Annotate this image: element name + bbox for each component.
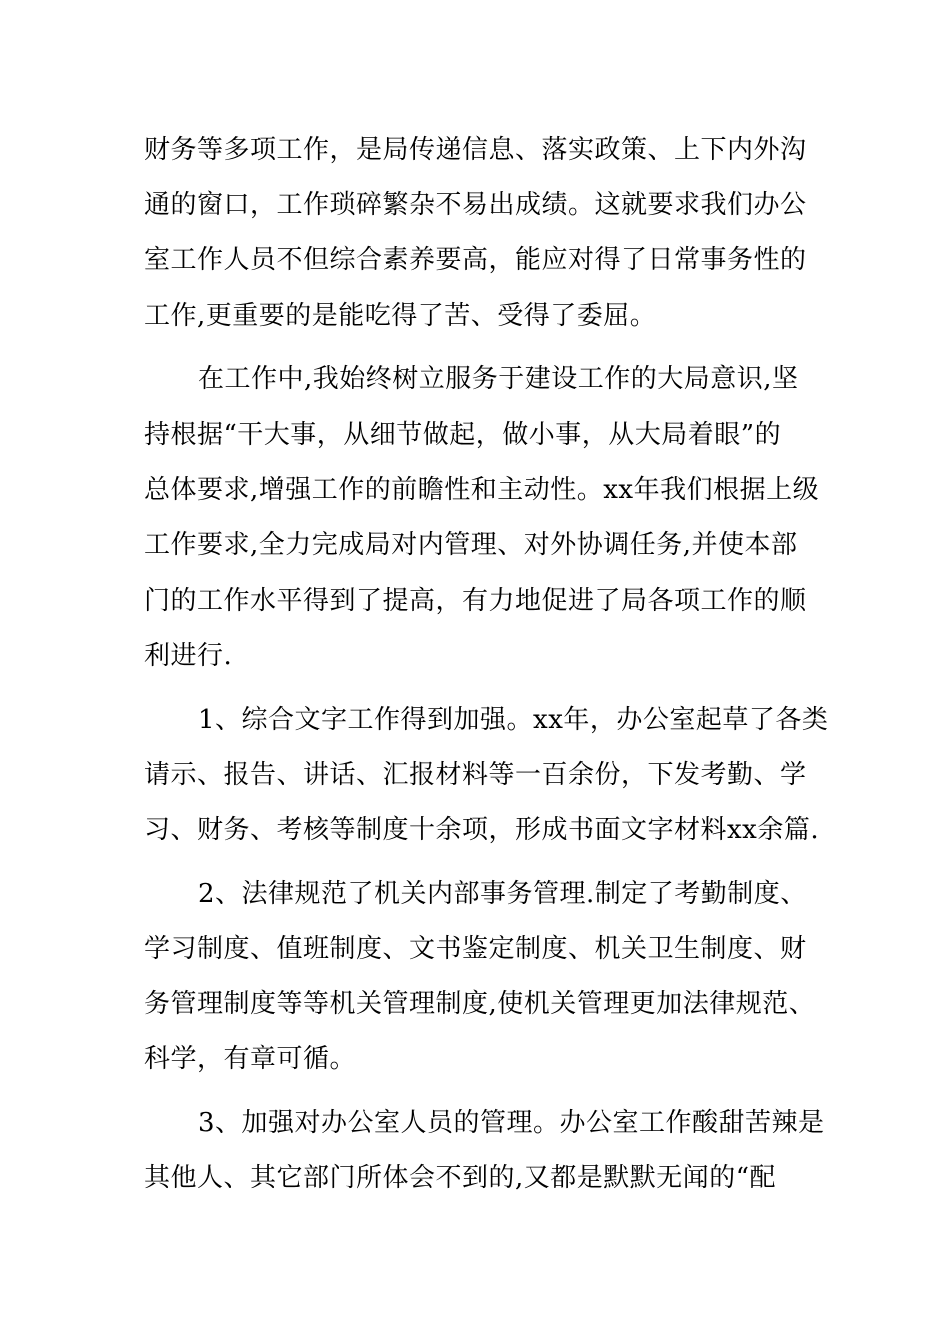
text-line: 3、加强对办公室人员的管理。办公室工作酸甜苦辣是: [198, 1108, 825, 1138]
text-line: 总体要求,增强工作的前瞻性和主动性。xx年我们根据上级: [144, 475, 820, 505]
text-line: 其他人、其它部门所体会不到的,又都是默默无闻的“配: [144, 1163, 777, 1193]
text-line: 门的工作水平得到了提高，有力地促进了局各项工作的顺: [144, 586, 807, 616]
text-line: 2、法律规范了机关内部事务管理.制定了考勤制度、: [198, 879, 807, 909]
text-line: 通的窗口，工作琐碎繁杂不易出成绩。这就要求我们办公: [144, 190, 807, 220]
text-line: 学习制度、值班制度、文书鉴定制度、机关卫生制度、财: [144, 934, 807, 964]
text-line: 财务等多项工作，是局传递信息、落实政策、上下内外沟: [144, 135, 807, 165]
text-line: 请示、报告、讲话、汇报材料等一百余份，下发考勤、学: [144, 760, 807, 790]
text-line: 习、财务、考核等制度十余项，形成书面文字材料xx余篇.: [144, 815, 820, 845]
text-line: 室工作人员不但综合素养要高，能应对得了日常事务性的: [144, 245, 807, 275]
text-line: 科学，有章可循。: [144, 1044, 357, 1074]
text-line: 持根据“干大事，从细节做起，做小事，从大局着眼”的: [144, 420, 782, 450]
text-line: 工作,更重要的是能吃得了苦、受得了委屈。: [144, 301, 657, 331]
text-line: 利进行.: [144, 641, 233, 671]
text-line: 工作要求,全力完成局对内管理、对外协调任务,并使本部: [144, 530, 798, 560]
text-line: 1、综合文字工作得到加强。xx年，办公室起草了各类: [198, 705, 829, 735]
text-line: 在工作中,我始终树立服务于建设工作的大局意识,坚: [198, 364, 799, 394]
text-line: 务管理制度等等机关管理制度,使机关管理更加法律规范、: [144, 989, 816, 1019]
